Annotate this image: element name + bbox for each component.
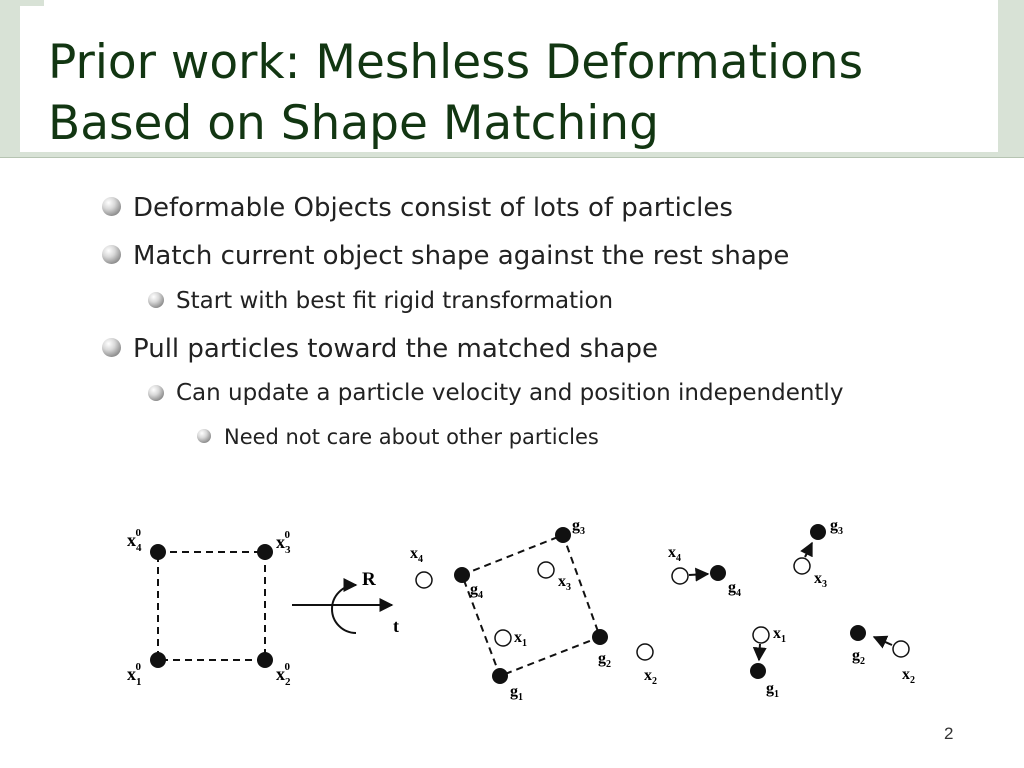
bullet-dot-icon [102, 245, 121, 264]
goal-g1 [492, 668, 508, 684]
pull-label-g3: $g_3$ [830, 517, 843, 537]
pull-label-x4: $x_4$ [668, 544, 681, 564]
pull-label-x3: $x_3$ [814, 570, 827, 590]
pull-x3 [794, 558, 810, 574]
bullet-item: Match current object shape against the rest shape [133, 241, 790, 271]
rotation-arrow [332, 585, 356, 633]
bullet-item: Pull particles toward the matched shape [133, 334, 658, 364]
pull-arrow-3 [805, 543, 812, 557]
pull-x4 [672, 568, 688, 584]
pull-arrow-2 [874, 637, 892, 645]
slide-title [48, 32, 863, 154]
particle-x3-rest [257, 544, 273, 560]
label-t: t [393, 616, 399, 636]
bullet-dot-icon [102, 197, 121, 216]
slide-number: 2 [944, 724, 954, 743]
label-x4: $x_4$ [410, 545, 423, 565]
bullet-item: Deformable Objects consist of lots of particles [133, 193, 733, 223]
title-accent [20, 0, 44, 6]
title-line-1: Prior work: Meshless Deformations [48, 35, 864, 90]
label-x2-0: $x_20$ [276, 661, 291, 688]
label-x1-0: $x_10$ [127, 661, 142, 688]
particle-x2 [637, 644, 653, 660]
goal-g3 [555, 527, 571, 543]
pull-label-x1: $x_1$ [773, 625, 786, 645]
label-g1: $g_1$ [510, 683, 523, 703]
particle-x4-rest [150, 544, 166, 560]
pull-arrow-4 [689, 574, 708, 575]
pull-label-g1: $g_1$ [766, 680, 779, 700]
pull-label-g4: $g_4$ [728, 579, 741, 599]
label-x3: $x_3$ [558, 573, 571, 593]
bullet-dot-icon [148, 292, 164, 308]
pull-g3 [810, 524, 826, 540]
pull-label-x2: $x_2$ [902, 666, 915, 686]
bullet-dot-icon [102, 338, 121, 357]
label-x2: $x_2$ [644, 667, 657, 687]
label-x3-0: $x_30$ [276, 529, 291, 556]
bullet-dot-icon [148, 385, 164, 401]
particle-x1 [495, 630, 511, 646]
particle-x3 [538, 562, 554, 578]
goal-shape [410, 517, 657, 703]
title-divider [0, 157, 1024, 158]
bullet-item: Start with best fit rigid transformation [176, 288, 614, 314]
pull-x1 [753, 627, 769, 643]
bullet-item: Need not care about other particles [224, 425, 599, 449]
rest-shape-outline [158, 552, 265, 660]
label-x1: $x_1$ [514, 629, 527, 649]
particle-pulls [668, 517, 915, 700]
particle-x2-rest [257, 652, 273, 668]
rest-shape [127, 527, 291, 688]
label-g3: $g_3$ [572, 517, 585, 537]
label-g2: $g_2$ [598, 650, 611, 670]
label-g4: $g_4$ [470, 581, 483, 601]
pull-g4 [710, 565, 726, 581]
pull-x2 [893, 641, 909, 657]
bullet-dot-icon [197, 429, 211, 443]
pull-g2 [850, 625, 866, 641]
goal-g4 [454, 567, 470, 583]
particle-x1-rest [150, 652, 166, 668]
goal-g2 [592, 629, 608, 645]
shape-matching-diagram [110, 510, 930, 710]
rigid-transformation [292, 569, 399, 636]
bullet-item: Can update a particle velocity and position independently [176, 380, 844, 406]
particle-x4 [416, 572, 432, 588]
pull-g1 [750, 663, 766, 679]
label-R: R [362, 569, 376, 590]
goal-shape-outline [462, 535, 600, 676]
pull-arrow-1 [759, 644, 760, 660]
title-line-2: Based on Shape Matching [48, 96, 659, 151]
label-x4-0: $x_40$ [127, 527, 142, 554]
pull-label-g2: $g_2$ [852, 647, 865, 667]
